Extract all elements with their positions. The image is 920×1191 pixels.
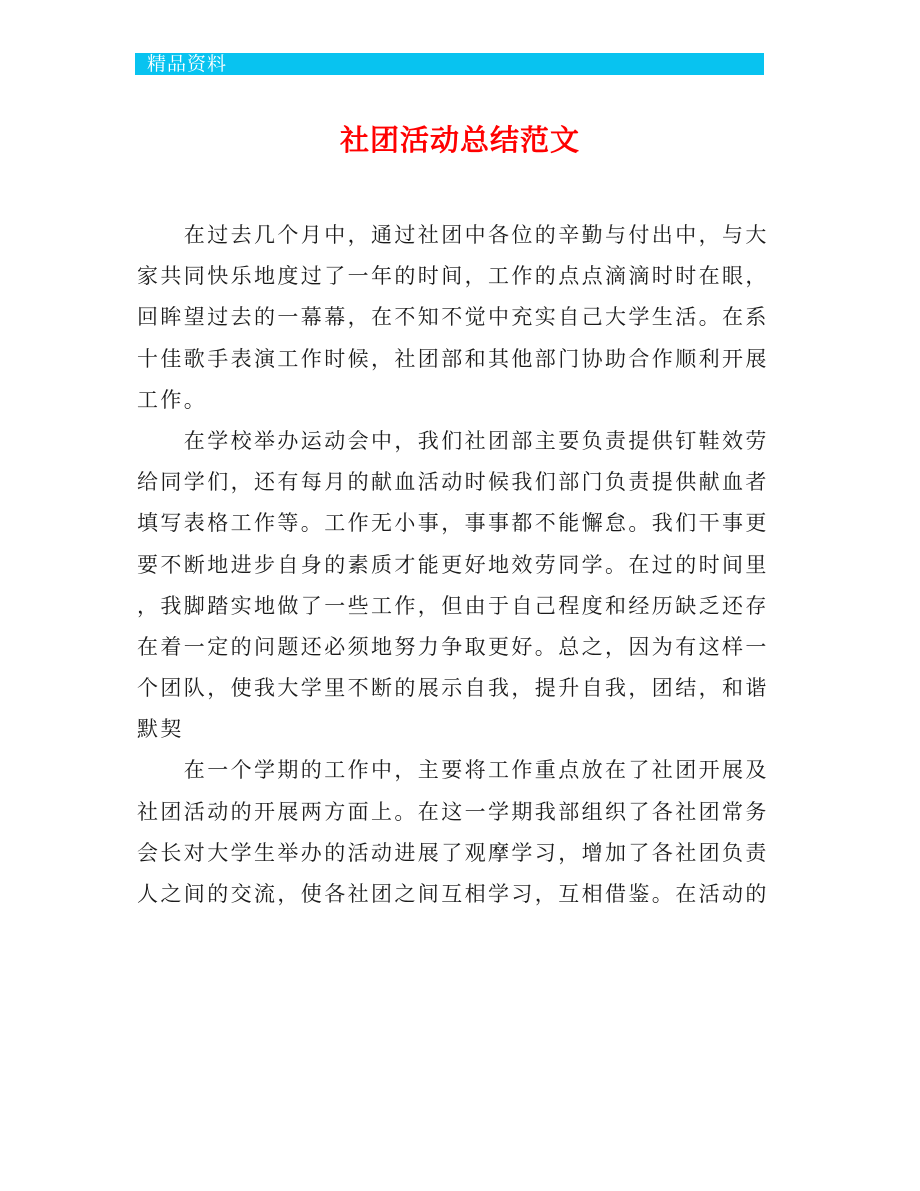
text-line: 工作。 <box>137 387 208 412</box>
text-line: 要不断地进步自身的素质才能更好地效劳同学。在过的时间里 <box>137 552 769 577</box>
text-line: 个团队，使我大学里不断的展示自我，提升自我，团结，和谐 <box>137 676 769 701</box>
text-line: 在学校举办运动会中，我们社团部主要负责提供钉鞋效劳 <box>137 428 769 453</box>
text-line: 人之间的交流，使各社团之间互相学习，互相借鉴。在活动的 <box>137 882 769 906</box>
text-line: 家共同快乐地度过了一年的时间，工作的点点滴滴时时在眼， <box>137 264 769 289</box>
paragraph-2 <box>137 421 787 751</box>
document-body <box>137 215 787 915</box>
paragraph-3 <box>137 750 787 915</box>
text-line: 在一个学期的工作中，主要将工作重点放在了社团开展及 <box>137 758 769 783</box>
text-line: 会长对大学生举办的活动进展了观摩学习，增加了各社团负责 <box>137 840 769 865</box>
paragraph-1 <box>137 215 787 421</box>
banner-label: 精品资料 <box>147 53 228 75</box>
text-line: 在着一定的问题还必须地努力争取更好。总之，因为有这样一 <box>137 634 769 659</box>
text-line: ，我脚踏实地做了一些工作，但由于自己程度和经历缺乏还存 <box>137 593 769 618</box>
header-banner <box>135 53 764 75</box>
text-line: 十佳歌手表演工作时候，社团部和其他部门协助合作顺利开展 <box>137 346 769 371</box>
text-line: 默契 <box>137 717 184 742</box>
text-line: 回眸望过去的一幕幕，在不知不觉中充实自己大学生活。在系 <box>137 305 769 330</box>
text-line: 填写表格工作等。工作无小事，事事都不能懈怠。我们干事更 <box>137 511 769 536</box>
text-line: 给同学们，还有每月的献血活动时候我们部门负责提供献血者 <box>137 470 769 495</box>
text-line: 在过去几个月中，通过社团中各位的辛勤与付出中，与大 <box>137 223 769 247</box>
text-line: 社团活动的开展两方面上。在这一学期我部组织了各社团常务 <box>137 799 769 824</box>
document-title: 社团活动总结范文 <box>339 123 580 157</box>
